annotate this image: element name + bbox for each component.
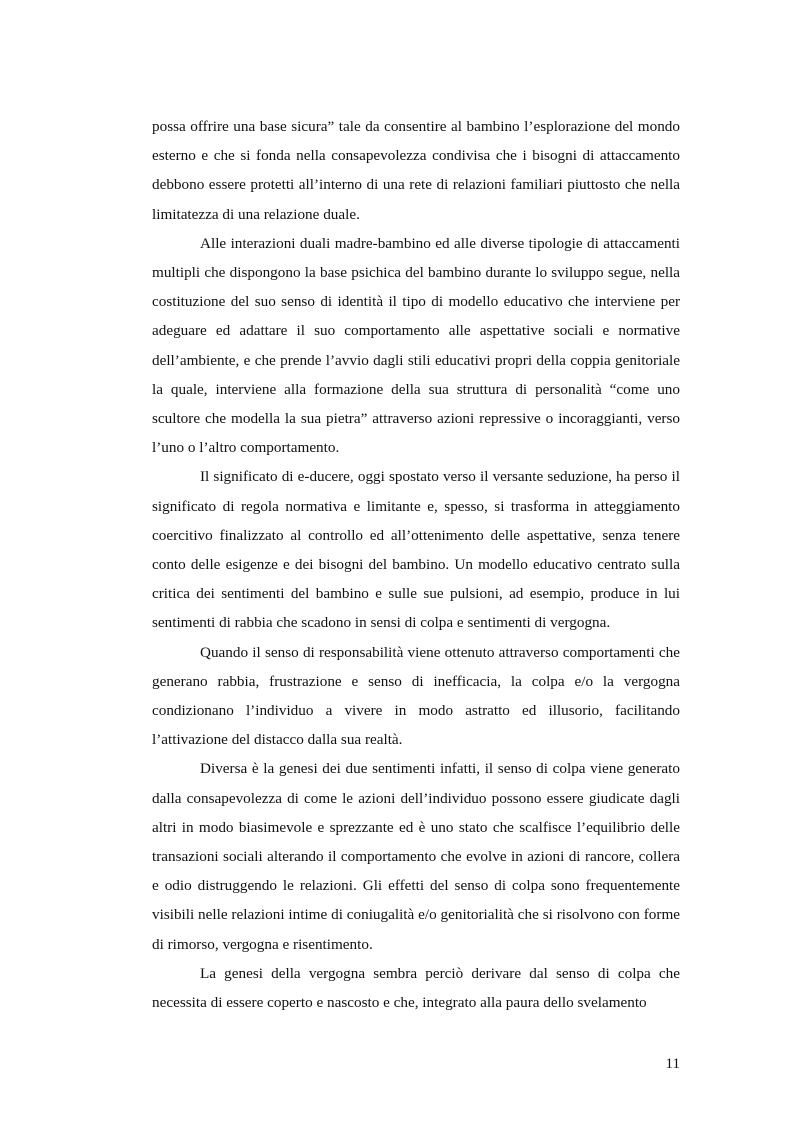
paragraph-interazioni-duali: Alle interazioni duali madre-bambino ed alle diverse tipologie di attaccamenti multipli che dispongono la base psichica del bambino durante lo sviluppo segue, nella costituzione del suo senso di identità il tipo di modello educativo che interviene per adeguare ed adattare il suo comportamento alle aspettative sociali e normative dell’ambiente, e che prende l’avvio dagli stili educativi propri della coppia genitoriale la quale, interviene alla formazione della sua struttura di personalità “come uno scultore che modella la sua pietra” attraverso azioni repressive o incoraggianti, verso l’uno o l’altro comportamento.: [152, 234, 680, 457]
page-number: 11: [665, 1056, 680, 1072]
paragraph-genesi-sentimenti: Diversa è la genesi dei due sentimenti infatti, il senso di colpa viene generato dalla consapevolezza di come le azioni dell’individuo possono essere giudicate dagli altri in modo biasimevole e sprezzante ed è uno stato che scalfisce l’equilibrio delle transazioni sociali alterando il comportamento che evolve in azioni di rancore, collera e odio distruggendo le relazioni. Gli effetti del senso di colpa sono frequentemente visibili nelle relazioni intime di coniugalità e/o genitorialità che si risolvono con forme di rimorso, vergogna e risentimento.: [152, 760, 680, 953]
paragraph-genesi-vergogna: La genesi della vergogna sembra perciò derivare dal senso di colpa che necessita di essere coperto e nascosto e che, integrato alla paura dello svelamento: [152, 964, 680, 1012]
paragraph-continuation: possa offrire una base sicura” tale da consentire al bambino l’esplorazione del mondo esterno e che si fonda nella consapevolezza condivisa che i bisogni di attaccamento debbono essere protetti all’interno di una rete di relazioni familiari piuttosto che nella limitatezza di una relazione duale.: [152, 118, 680, 223]
paragraph-e-ducere: Il significato di e-ducere, oggi spostato verso il versante seduzione, ha perso il significato di regola normativa e limitante e, spesso, si trasforma in atteggiamento coercitivo finalizzato al controllo ed all’ottenimento delle aspettative, senza tenere conto delle esigenze e dei bisogni del bambino. Un modello educativo centrato sulla critica dei sentimenti del bambino e sulle sue pulsioni, ad esempio, produce in lui sentimenti di rabbia che scadono in sensi di colpa e sentimenti di vergogna.: [152, 468, 680, 632]
body-text: [152, 112, 680, 1017]
paragraph-senso-responsabilita: Quando il senso di responsabilità viene ottenuto attraverso comportamenti che generano rabbia, frustrazione e senso di inefficacia, la colpa e/o la vergogna condizionano l’individuo a vivere in modo astratto ed illusorio, facilitando l’attivazione del distacco dalla sua realtà.: [152, 643, 680, 749]
